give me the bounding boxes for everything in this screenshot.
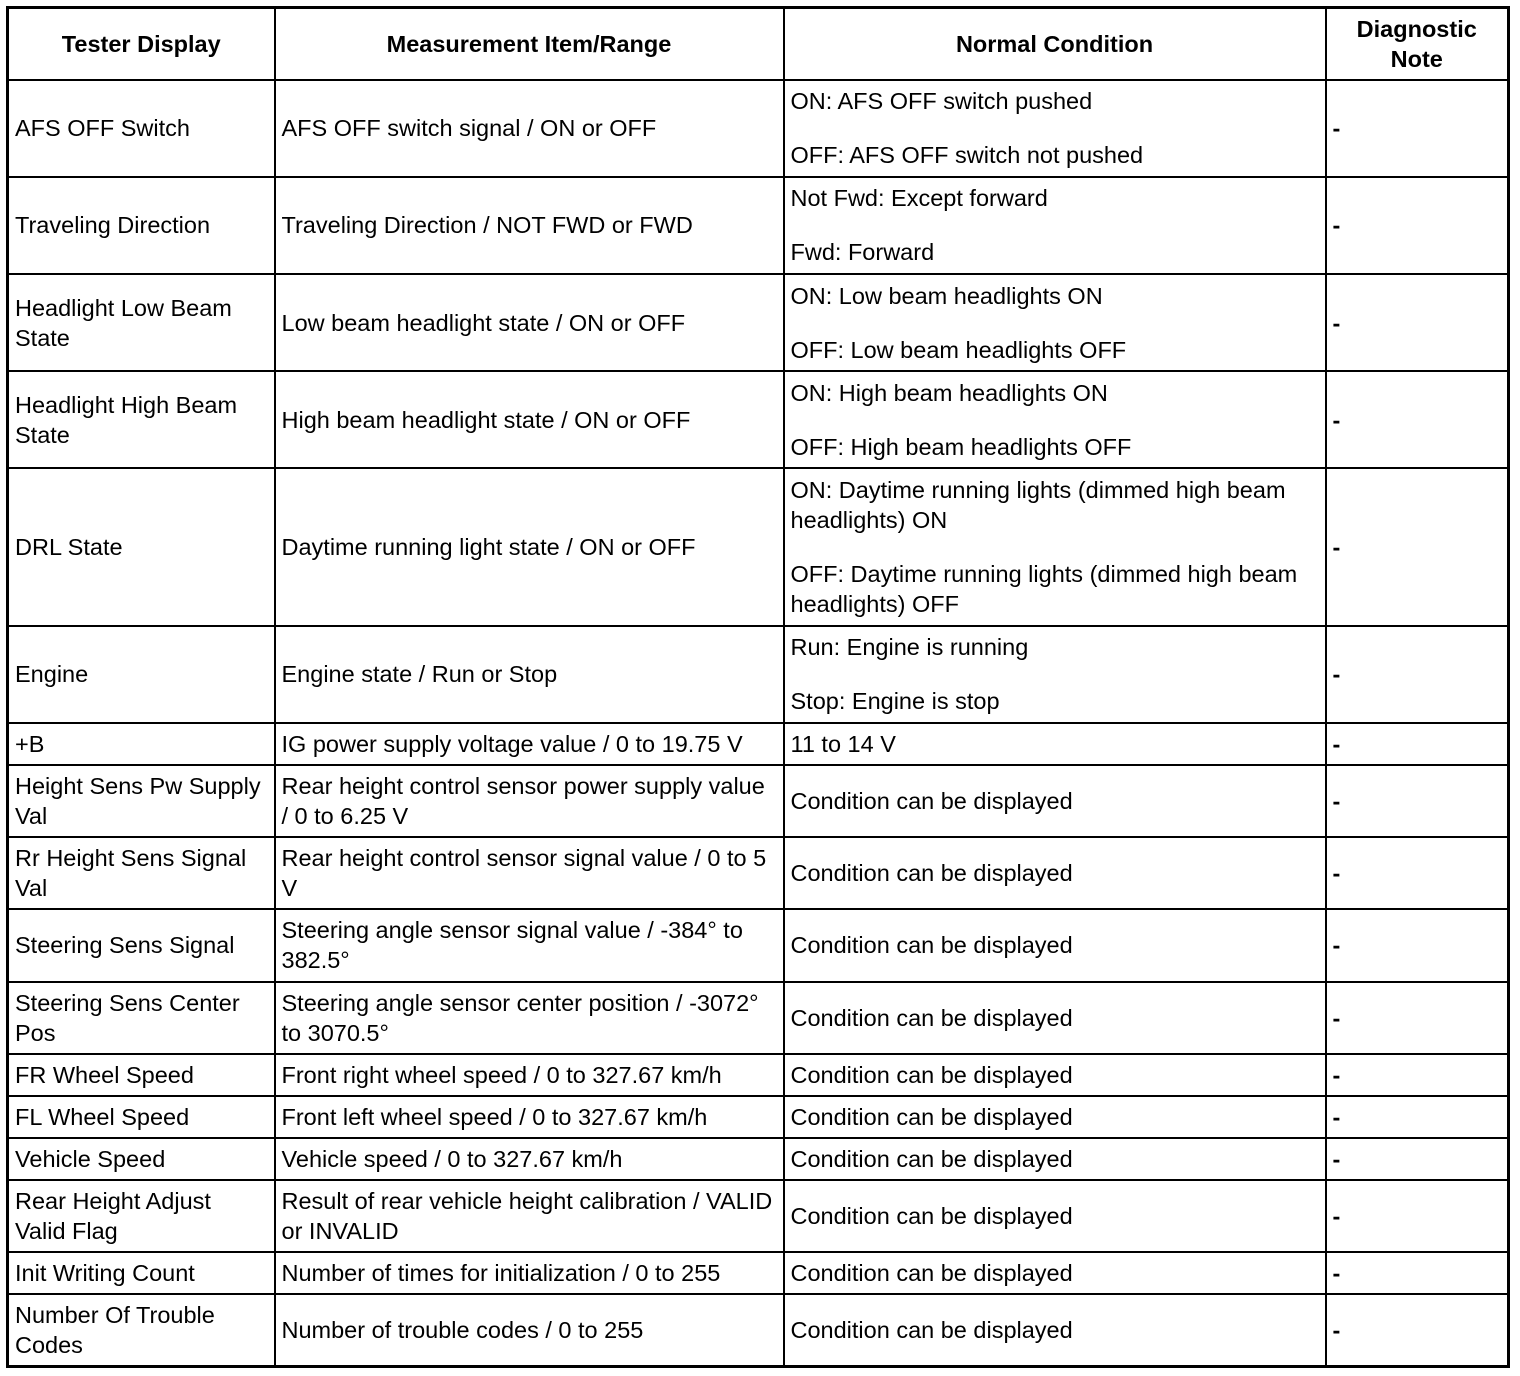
diagnostic-note-cell: - xyxy=(1326,909,1509,981)
tester-display-cell: Rr Height Sens Signal Val xyxy=(8,837,275,909)
header-row xyxy=(8,8,1509,80)
condition-line: ON: High beam headlights ON xyxy=(790,379,1108,406)
diagnostic-note-cell: - xyxy=(1326,274,1509,371)
condition-line: OFF: Low beam headlights OFF xyxy=(790,336,1127,363)
normal-condition-cell xyxy=(784,626,1326,723)
measurement-range-cell: Daytime running light state / ON or OFF xyxy=(275,468,784,625)
condition-line: Condition can be displayed xyxy=(790,788,1073,815)
diagnostic-note-cell: - xyxy=(1326,177,1509,274)
tester-display-cell: Height Sens Pw Supply Val xyxy=(8,765,275,837)
header-tester-display: Tester Display xyxy=(8,8,275,80)
table-row xyxy=(8,909,1509,981)
header-normal-condition: Normal Condition xyxy=(784,8,1326,80)
normal-condition-cell xyxy=(784,371,1326,468)
condition-line: OFF: High beam headlights OFF xyxy=(790,433,1132,460)
table-row xyxy=(8,1096,1509,1138)
condition-line: Condition can be displayed xyxy=(790,1260,1073,1287)
normal-condition-cell xyxy=(784,765,1326,837)
condition-line: Fwd: Forward xyxy=(790,239,935,266)
table-row xyxy=(8,765,1509,837)
normal-condition-cell xyxy=(784,274,1326,371)
normal-condition-cell xyxy=(784,723,1326,765)
diagnostic-note-cell: - xyxy=(1326,626,1509,723)
measurement-range-cell: Number of times for initialization / 0 to 255 xyxy=(275,1252,784,1294)
table-row xyxy=(8,1294,1509,1366)
table-row xyxy=(8,1054,1509,1096)
condition-line: Condition can be displayed xyxy=(790,1145,1073,1172)
table-row xyxy=(8,837,1509,909)
measurement-range-cell: Traveling Direction / NOT FWD or FWD xyxy=(275,177,784,274)
condition-line: 11 to 14 V xyxy=(790,731,896,757)
condition-line: Condition can be displayed xyxy=(790,932,1073,959)
diagnostic-note-cell: - xyxy=(1326,837,1509,909)
diagnostic-note-cell: - xyxy=(1326,80,1509,177)
condition-line: ON: AFS OFF switch pushed xyxy=(790,88,1093,115)
table-row xyxy=(8,274,1509,371)
tester-display-cell: Steering Sens Center Pos xyxy=(8,982,275,1054)
measurement-range-cell: Result of rear vehicle height calibration / VALID or INVALID xyxy=(275,1180,784,1252)
condition-line: Condition can be displayed xyxy=(790,1103,1073,1130)
measurement-range-cell: Vehicle speed / 0 to 327.67 km/h xyxy=(275,1138,784,1180)
normal-condition-cell xyxy=(784,80,1326,177)
table-row xyxy=(8,371,1509,468)
measurement-range-cell: Steering angle sensor signal value / -384° to 382.5° xyxy=(275,909,784,981)
diagnostic-note-cell: - xyxy=(1326,1054,1509,1096)
measurement-range-cell: Front left wheel speed / 0 to 327.67 km/h xyxy=(275,1096,784,1138)
condition-line: ON: Daytime running lights (dimmed high beam headlights) ON xyxy=(790,477,1286,534)
tester-display-cell: Headlight Low Beam State xyxy=(8,274,275,371)
tester-display-cell: FL Wheel Speed xyxy=(8,1096,275,1138)
tester-display-cell: AFS OFF Switch xyxy=(8,80,275,177)
measurement-range-cell: IG power supply voltage value / 0 to 19.75 V xyxy=(275,723,784,765)
normal-condition-cell xyxy=(784,909,1326,981)
condition-line: Run: Engine is running xyxy=(790,634,1029,661)
measurement-range-cell: Engine state / Run or Stop xyxy=(275,626,784,723)
normal-condition-cell xyxy=(784,1138,1326,1180)
table-row xyxy=(8,982,1509,1054)
measurement-range-cell: Front right wheel speed / 0 to 327.67 km/h xyxy=(275,1054,784,1096)
tester-display-cell: Number Of Trouble Codes xyxy=(8,1294,275,1366)
header-diagnostic-note: Diagnostic Note xyxy=(1326,8,1509,80)
condition-line: OFF: Daytime running lights (dimmed high beam headlights) OFF xyxy=(790,561,1298,618)
normal-condition-cell xyxy=(784,1180,1326,1252)
tester-display-cell: Vehicle Speed xyxy=(8,1138,275,1180)
condition-line: Stop: Engine is stop xyxy=(790,688,1000,715)
condition-line: Condition can be displayed xyxy=(790,1061,1073,1088)
tester-display-cell: Traveling Direction xyxy=(8,177,275,274)
table-row xyxy=(8,626,1509,723)
diagnostic-note-cell: - xyxy=(1326,1096,1509,1138)
table-row xyxy=(8,723,1509,765)
condition-line: Condition can be displayed xyxy=(790,1203,1073,1230)
table-row xyxy=(8,1138,1509,1180)
diagnostic-note-cell: - xyxy=(1326,1138,1509,1180)
diagnostic-note-cell: - xyxy=(1326,982,1509,1054)
tester-display-cell: FR Wheel Speed xyxy=(8,1054,275,1096)
table-row xyxy=(8,468,1509,625)
table-row xyxy=(8,177,1509,274)
diagnostic-note-cell: - xyxy=(1326,723,1509,765)
normal-condition-cell xyxy=(784,1252,1326,1294)
normal-condition-cell xyxy=(784,1096,1326,1138)
tester-display-cell: Engine xyxy=(8,626,275,723)
normal-condition-cell xyxy=(784,468,1326,625)
normal-condition-cell xyxy=(784,837,1326,909)
condition-line: Condition can be displayed xyxy=(790,1004,1073,1031)
tester-display-cell: Init Writing Count xyxy=(8,1252,275,1294)
tester-display-cell: Steering Sens Signal xyxy=(8,909,275,981)
data-list-table xyxy=(6,6,1510,1368)
tester-display-cell: Headlight High Beam State xyxy=(8,371,275,468)
diagnostic-note-cell: - xyxy=(1326,1180,1509,1252)
table-row xyxy=(8,1252,1509,1294)
condition-line: ON: Low beam headlights ON xyxy=(790,282,1103,309)
tester-display-cell: +B xyxy=(8,723,275,765)
measurement-range-cell: Low beam headlight state / ON or OFF xyxy=(275,274,784,371)
normal-condition-cell xyxy=(784,982,1326,1054)
tester-display-cell: Rear Height Adjust Valid Flag xyxy=(8,1180,275,1252)
measurement-range-cell: Steering angle sensor center position / -3072° to 3070.5° xyxy=(275,982,784,1054)
measurement-range-cell: High beam headlight state / ON or OFF xyxy=(275,371,784,468)
tester-display-cell: DRL State xyxy=(8,468,275,625)
measurement-range-cell: Rear height control sensor signal value / 0 to 5 V xyxy=(275,837,784,909)
table-row xyxy=(8,80,1509,177)
normal-condition-cell xyxy=(784,177,1326,274)
diagnostic-note-cell: - xyxy=(1326,765,1509,837)
diagnostic-note-cell: - xyxy=(1326,468,1509,625)
normal-condition-cell xyxy=(784,1054,1326,1096)
diagnostic-note-cell: - xyxy=(1326,371,1509,468)
diagnostic-note-cell: - xyxy=(1326,1252,1509,1294)
measurement-range-cell: AFS OFF switch signal / ON or OFF xyxy=(275,80,784,177)
diagnostic-note-cell: - xyxy=(1326,1294,1509,1366)
condition-line: Condition can be displayed xyxy=(790,1317,1073,1344)
condition-line: Not Fwd: Except forward xyxy=(790,185,1048,212)
header-measurement-item: Measurement Item/Range xyxy=(275,8,784,80)
normal-condition-cell xyxy=(784,1294,1326,1366)
condition-line: Condition can be displayed xyxy=(790,860,1073,887)
measurement-range-cell: Rear height control sensor power supply value / 0 to 6.25 V xyxy=(275,765,784,837)
condition-line: OFF: AFS OFF switch not pushed xyxy=(790,142,1144,169)
measurement-range-cell: Number of trouble codes / 0 to 255 xyxy=(275,1294,784,1366)
table-row xyxy=(8,1180,1509,1252)
